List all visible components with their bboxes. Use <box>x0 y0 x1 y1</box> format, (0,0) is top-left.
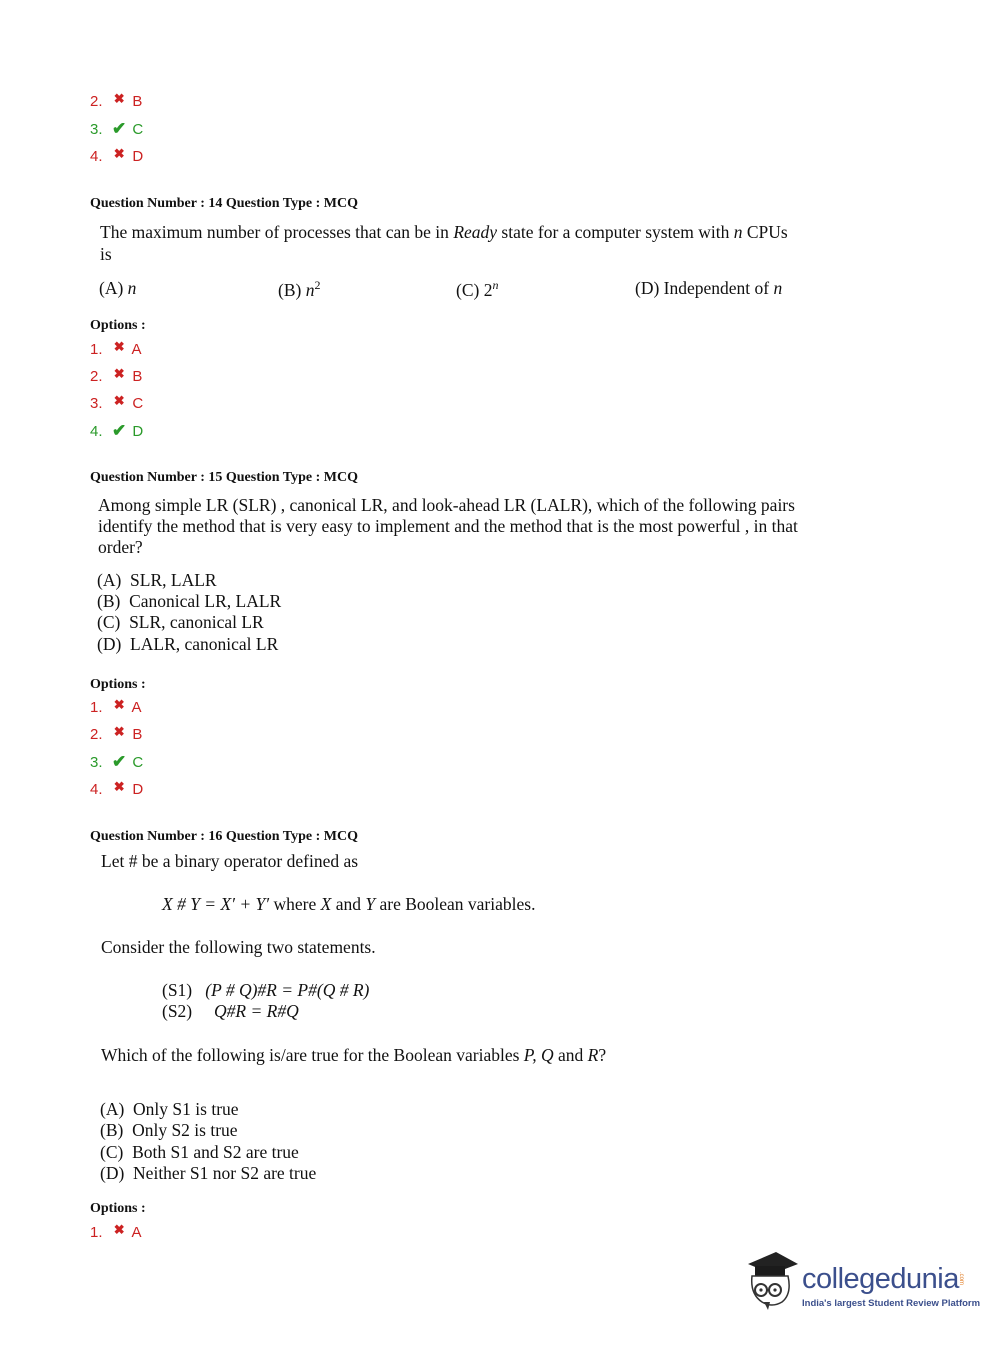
cross-icon: ✖ <box>113 146 125 161</box>
q16-question-text: ? <box>598 1045 607 1065</box>
q15-text <box>98 495 858 558</box>
q16-definition-text: and <box>331 894 366 914</box>
statement-expr: (P # Q)#R = P#(Q # R) <box>205 980 370 1000</box>
q16-question-vars: P, Q <box>523 1045 554 1065</box>
cross-icon: ✖ <box>113 339 125 354</box>
choice-label: (D) <box>100 1163 125 1183</box>
option-letter: B <box>132 726 143 743</box>
q15-choice-d <box>97 634 278 655</box>
q16-header: Question Number : 16 Question Type : MCQ <box>90 829 358 844</box>
choice-label: (D) <box>97 634 122 654</box>
choice-sup: n <box>492 278 499 292</box>
logo-tagline: India's largest Student Review Platform <box>802 1298 981 1309</box>
q16-question <box>101 1045 606 1066</box>
option-letter: D <box>132 781 144 798</box>
q16-statement-2 <box>162 1001 299 1022</box>
choice-text: Neither S1 nor S2 are true <box>133 1163 317 1183</box>
choice-text: Both S1 and S2 are true <box>132 1142 299 1162</box>
option-number: 4. <box>90 148 103 165</box>
option-number: 2. <box>90 93 103 110</box>
choice-text: Canonical LR, LALR <box>129 591 282 611</box>
cross-icon: ✖ <box>113 91 125 106</box>
q14-choice-b <box>278 278 320 301</box>
q14-text-italic: Ready <box>453 222 498 242</box>
q15-text-line: Among simple LR (SLR) , canonical LR, and look-ahead LR (LALR), which of the following pairs <box>98 495 795 515</box>
choice-label: (B) <box>97 591 121 611</box>
q16-question-text: and <box>553 1045 588 1065</box>
q14-option-2 <box>90 368 142 386</box>
option-letter: D <box>132 423 144 440</box>
statement-label: (S2) <box>162 1001 193 1021</box>
option-number: 1. <box>90 1224 103 1241</box>
choice-label: (B) <box>278 279 306 300</box>
choice-label: (A) <box>97 570 122 590</box>
option-letter: C <box>132 121 144 138</box>
cross-icon: ✖ <box>113 366 125 381</box>
choice-text: SLR, LALR <box>130 570 217 590</box>
q15-options-label: Options : <box>90 677 146 692</box>
choice-label: (C) <box>97 612 121 632</box>
option-letter: C <box>132 754 144 771</box>
option-letter: C <box>132 395 144 412</box>
option-number: 3. <box>90 395 103 412</box>
option-number: 3. <box>90 754 103 771</box>
option-letter: D <box>132 148 144 165</box>
cross-icon: ✖ <box>113 779 125 794</box>
q16-intro: Let # be a binary operator defined as <box>101 851 359 871</box>
option-number: 3. <box>90 121 103 138</box>
q16-definition <box>162 894 535 915</box>
check-icon: ✔ <box>112 119 127 138</box>
choice-var: n <box>127 278 137 298</box>
choice-label: (A) <box>100 1099 125 1119</box>
q16-definition-var: X <box>320 894 332 914</box>
choice-text: SLR, canonical LR <box>129 612 264 632</box>
cross-icon: ✖ <box>113 697 125 712</box>
q16-statement-1 <box>162 980 369 1001</box>
q14-choice-a <box>99 278 136 299</box>
choice-text: Only S2 is true <box>132 1120 238 1140</box>
option-number: 2. <box>90 726 103 743</box>
q16-definition-text: where <box>269 894 321 914</box>
option-number: 1. <box>90 341 103 358</box>
statement-label: (S1) <box>162 980 193 1000</box>
q16-choice-c <box>100 1142 299 1163</box>
logo-mascot-icon <box>742 1250 800 1312</box>
option-number: 4. <box>90 423 103 440</box>
q15-text-line: identify the method that is very easy to implement and the method that is the most powerful , in that <box>98 516 798 536</box>
q15-option-1 <box>90 699 142 717</box>
option-number: 1. <box>90 699 103 716</box>
check-icon: ✔ <box>112 421 127 440</box>
q16-choice-a <box>100 1099 239 1120</box>
choice-label: (C) <box>100 1142 124 1162</box>
cross-icon: ✖ <box>113 724 125 739</box>
q14-text-part: The maximum number of processes that can be in <box>100 222 454 242</box>
option-letter: B <box>132 368 143 385</box>
q16-options-label: Options : <box>90 1201 146 1216</box>
cross-icon: ✖ <box>113 393 125 408</box>
q16-option-1 <box>90 1224 142 1242</box>
q14-text <box>100 222 788 243</box>
choice-var: n <box>305 279 315 300</box>
q15-text-line: order? <box>98 537 143 557</box>
q15-option-4 <box>90 781 143 799</box>
option-number: 2. <box>90 368 103 385</box>
q16-question-var: R <box>587 1045 599 1065</box>
check-icon: ✔ <box>112 752 127 771</box>
q15-choice-a <box>97 570 217 591</box>
q14-option-4 <box>90 422 143 441</box>
choice-text: Only S1 is true <box>133 1099 239 1119</box>
option-letter: B <box>132 93 143 110</box>
q15-choice-b <box>97 591 281 612</box>
q15-header: Question Number : 15 Question Type : MCQ <box>90 470 358 485</box>
choice-label: (B) <box>100 1120 124 1140</box>
q14-options-label: Options : <box>90 318 146 333</box>
choice-label: (C) 2 <box>456 279 493 300</box>
logo-suffix: .com <box>958 1272 964 1286</box>
q14-text-var: n <box>733 222 743 242</box>
statement-expr: Q#R = R#Q <box>214 1001 299 1021</box>
option-letter: A <box>131 699 142 716</box>
q16-definition-expr: X # Y = X′ + Y′ <box>162 894 270 914</box>
choice-sup: 2 <box>314 278 321 292</box>
q14-option-1 <box>90 341 142 359</box>
q14-header: Question Number : 14 Question Type : MCQ <box>90 196 358 211</box>
q14-text-part: state for a computer system with <box>497 222 734 242</box>
cross-icon: ✖ <box>113 1222 125 1237</box>
option-number: 4. <box>90 781 103 798</box>
choice-label: (A) <box>99 278 128 298</box>
q16-definition-text: are Boolean variables. <box>375 894 536 914</box>
choice-label: (D) Independent of <box>635 278 774 298</box>
q14-text-part: CPUs <box>742 222 788 242</box>
q15-choice-c <box>97 612 264 633</box>
q16-question-text: Which of the following is/are true for the Boolean variables <box>101 1045 524 1065</box>
q14-text-line2: is <box>100 244 112 264</box>
q15-option-3 <box>90 753 143 772</box>
q16-choice-d <box>100 1163 316 1184</box>
q14-choice-c <box>456 278 498 301</box>
prev-option-4 <box>90 148 143 166</box>
q16-consider: Consider the following two statements. <box>101 937 376 957</box>
choice-text: LALR, canonical LR <box>130 634 279 654</box>
choice-var: n <box>773 278 783 298</box>
q14-choice-d <box>635 278 782 299</box>
option-letter: A <box>131 341 142 358</box>
prev-option-2 <box>90 93 142 111</box>
prev-option-3 <box>90 120 143 139</box>
q16-definition-var: Y <box>365 894 376 914</box>
logo-name: collegedunia <box>802 1263 959 1295</box>
q15-option-2 <box>90 726 142 744</box>
q14-option-3 <box>90 395 143 413</box>
q16-choice-b <box>100 1120 238 1141</box>
option-letter: A <box>131 1224 142 1241</box>
